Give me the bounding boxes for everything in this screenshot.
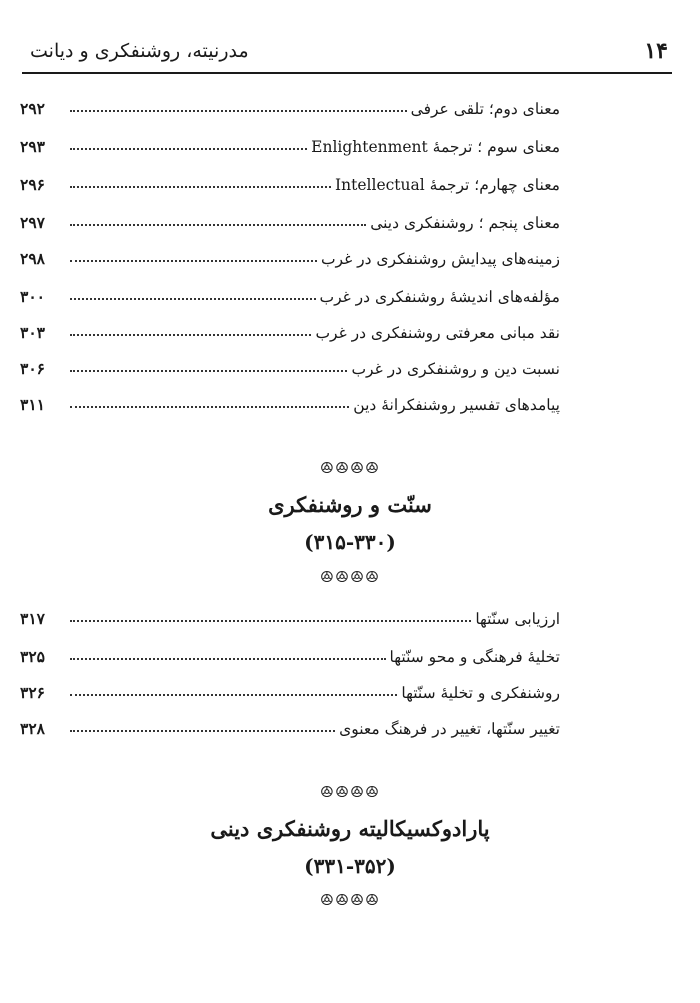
toc-entry	[20, 130, 560, 156]
toc-entry-page: ۳۰۶	[20, 359, 45, 378]
toc-entry	[20, 676, 560, 702]
toc-entry-label: معنای چهارم؛ ترجمهٔ Intellectual	[335, 176, 560, 194]
ornament-divider: ꔮꔮꔮꔮ	[319, 782, 381, 803]
dot-leader	[70, 406, 349, 408]
toc-entry-page: ۳۱۷	[20, 609, 45, 628]
toc-entry	[20, 316, 560, 342]
toc-entry-label: نسبت دین و روشنفکری در غرب	[351, 360, 560, 378]
dot-leader	[70, 334, 311, 336]
dot-leader	[70, 730, 335, 732]
section-title: سنّت و روشنفکری	[268, 492, 432, 517]
toc-entry-page: ۳۲۵	[20, 647, 45, 666]
ornament-divider: ꔮꔮꔮꔮ	[319, 458, 381, 479]
toc-entry-label: زمینه‌های پیدایش روشنفکری در غرب	[320, 250, 560, 268]
ornament-divider: ꔮꔮꔮꔮ	[319, 890, 381, 911]
toc-entry	[20, 388, 560, 414]
toc-entry-label: روشنفکری و تخلیهٔ سنّتها	[401, 684, 560, 702]
dot-leader	[70, 658, 386, 660]
dot-leader	[70, 620, 471, 622]
ornament-divider: ꔮꔮꔮꔮ	[319, 567, 381, 588]
toc-entry-page: ۳۰۳	[20, 323, 45, 342]
page-header	[22, 40, 672, 74]
toc-entry-label: معنای دوم؛ تلقی عرفی	[410, 100, 560, 118]
toc-entry	[20, 206, 560, 232]
toc-entry-label: پیامدهای تفسیر روشنفکرانهٔ دین	[353, 396, 560, 414]
toc-entry-label: ارزیابی سنّتها	[475, 610, 560, 628]
toc-entry	[20, 640, 560, 666]
dot-leader	[70, 260, 317, 262]
toc-entry-label: مؤلفه‌های اندیشهٔ روشنفکری در غرب	[319, 288, 560, 306]
dot-leader	[70, 186, 331, 188]
toc-entry	[20, 168, 560, 194]
running-title: مدرنیته، روشنفکری و دیانت	[30, 40, 249, 62]
toc-entry	[20, 92, 560, 118]
dot-leader	[70, 110, 407, 112]
toc-entry	[20, 712, 560, 738]
toc-entry-label: تخلیهٔ فرهنگی و محو سنّتها	[389, 648, 560, 666]
toc-entry	[20, 602, 560, 628]
dot-leader	[70, 224, 366, 226]
toc-entry-page: ۳۲۸	[20, 719, 45, 738]
toc-entry-page: ۲۹۳	[20, 137, 45, 156]
toc-entry-page: ۲۹۷	[20, 213, 45, 232]
toc-entry	[20, 352, 560, 378]
dot-leader	[70, 370, 347, 372]
toc-entry-page: ۲۹۲	[20, 99, 45, 118]
toc-entry-page: ۲۹۸	[20, 249, 45, 268]
section-page-range: (۳۱۵-۳۳۰)	[304, 530, 396, 554]
page-number: ۱۴	[644, 38, 668, 64]
toc-entry-page: ۳۱۱	[20, 395, 45, 414]
toc-entry	[20, 280, 560, 306]
toc-entry	[20, 242, 560, 268]
section-title: پارادوکسیکالیته روشنفکری دینی	[210, 816, 490, 841]
dot-leader	[70, 298, 316, 300]
toc-entry-page: ۲۹۶	[20, 175, 45, 194]
toc-entry-label: معنای پنجم ؛ روشنفکری دینی	[370, 214, 560, 232]
section-page-range: (۳۳۱-۳۵۲)	[304, 854, 396, 878]
dot-leader	[70, 694, 397, 696]
dot-leader	[70, 148, 307, 150]
toc-entry-label: نقد مبانی معرفتی روشنفکری در غرب	[315, 324, 560, 342]
toc-entry-label: تغییر سنّتها، تغییر در فرهنگ معنوی	[339, 720, 560, 738]
toc-entry-page: ۳۰۰	[20, 287, 45, 306]
toc-entry-label: معنای سوم ؛ ترجمهٔ Enlightenment	[311, 138, 560, 156]
toc-entry-page: ۳۲۶	[20, 683, 45, 702]
header-rule	[22, 72, 672, 74]
